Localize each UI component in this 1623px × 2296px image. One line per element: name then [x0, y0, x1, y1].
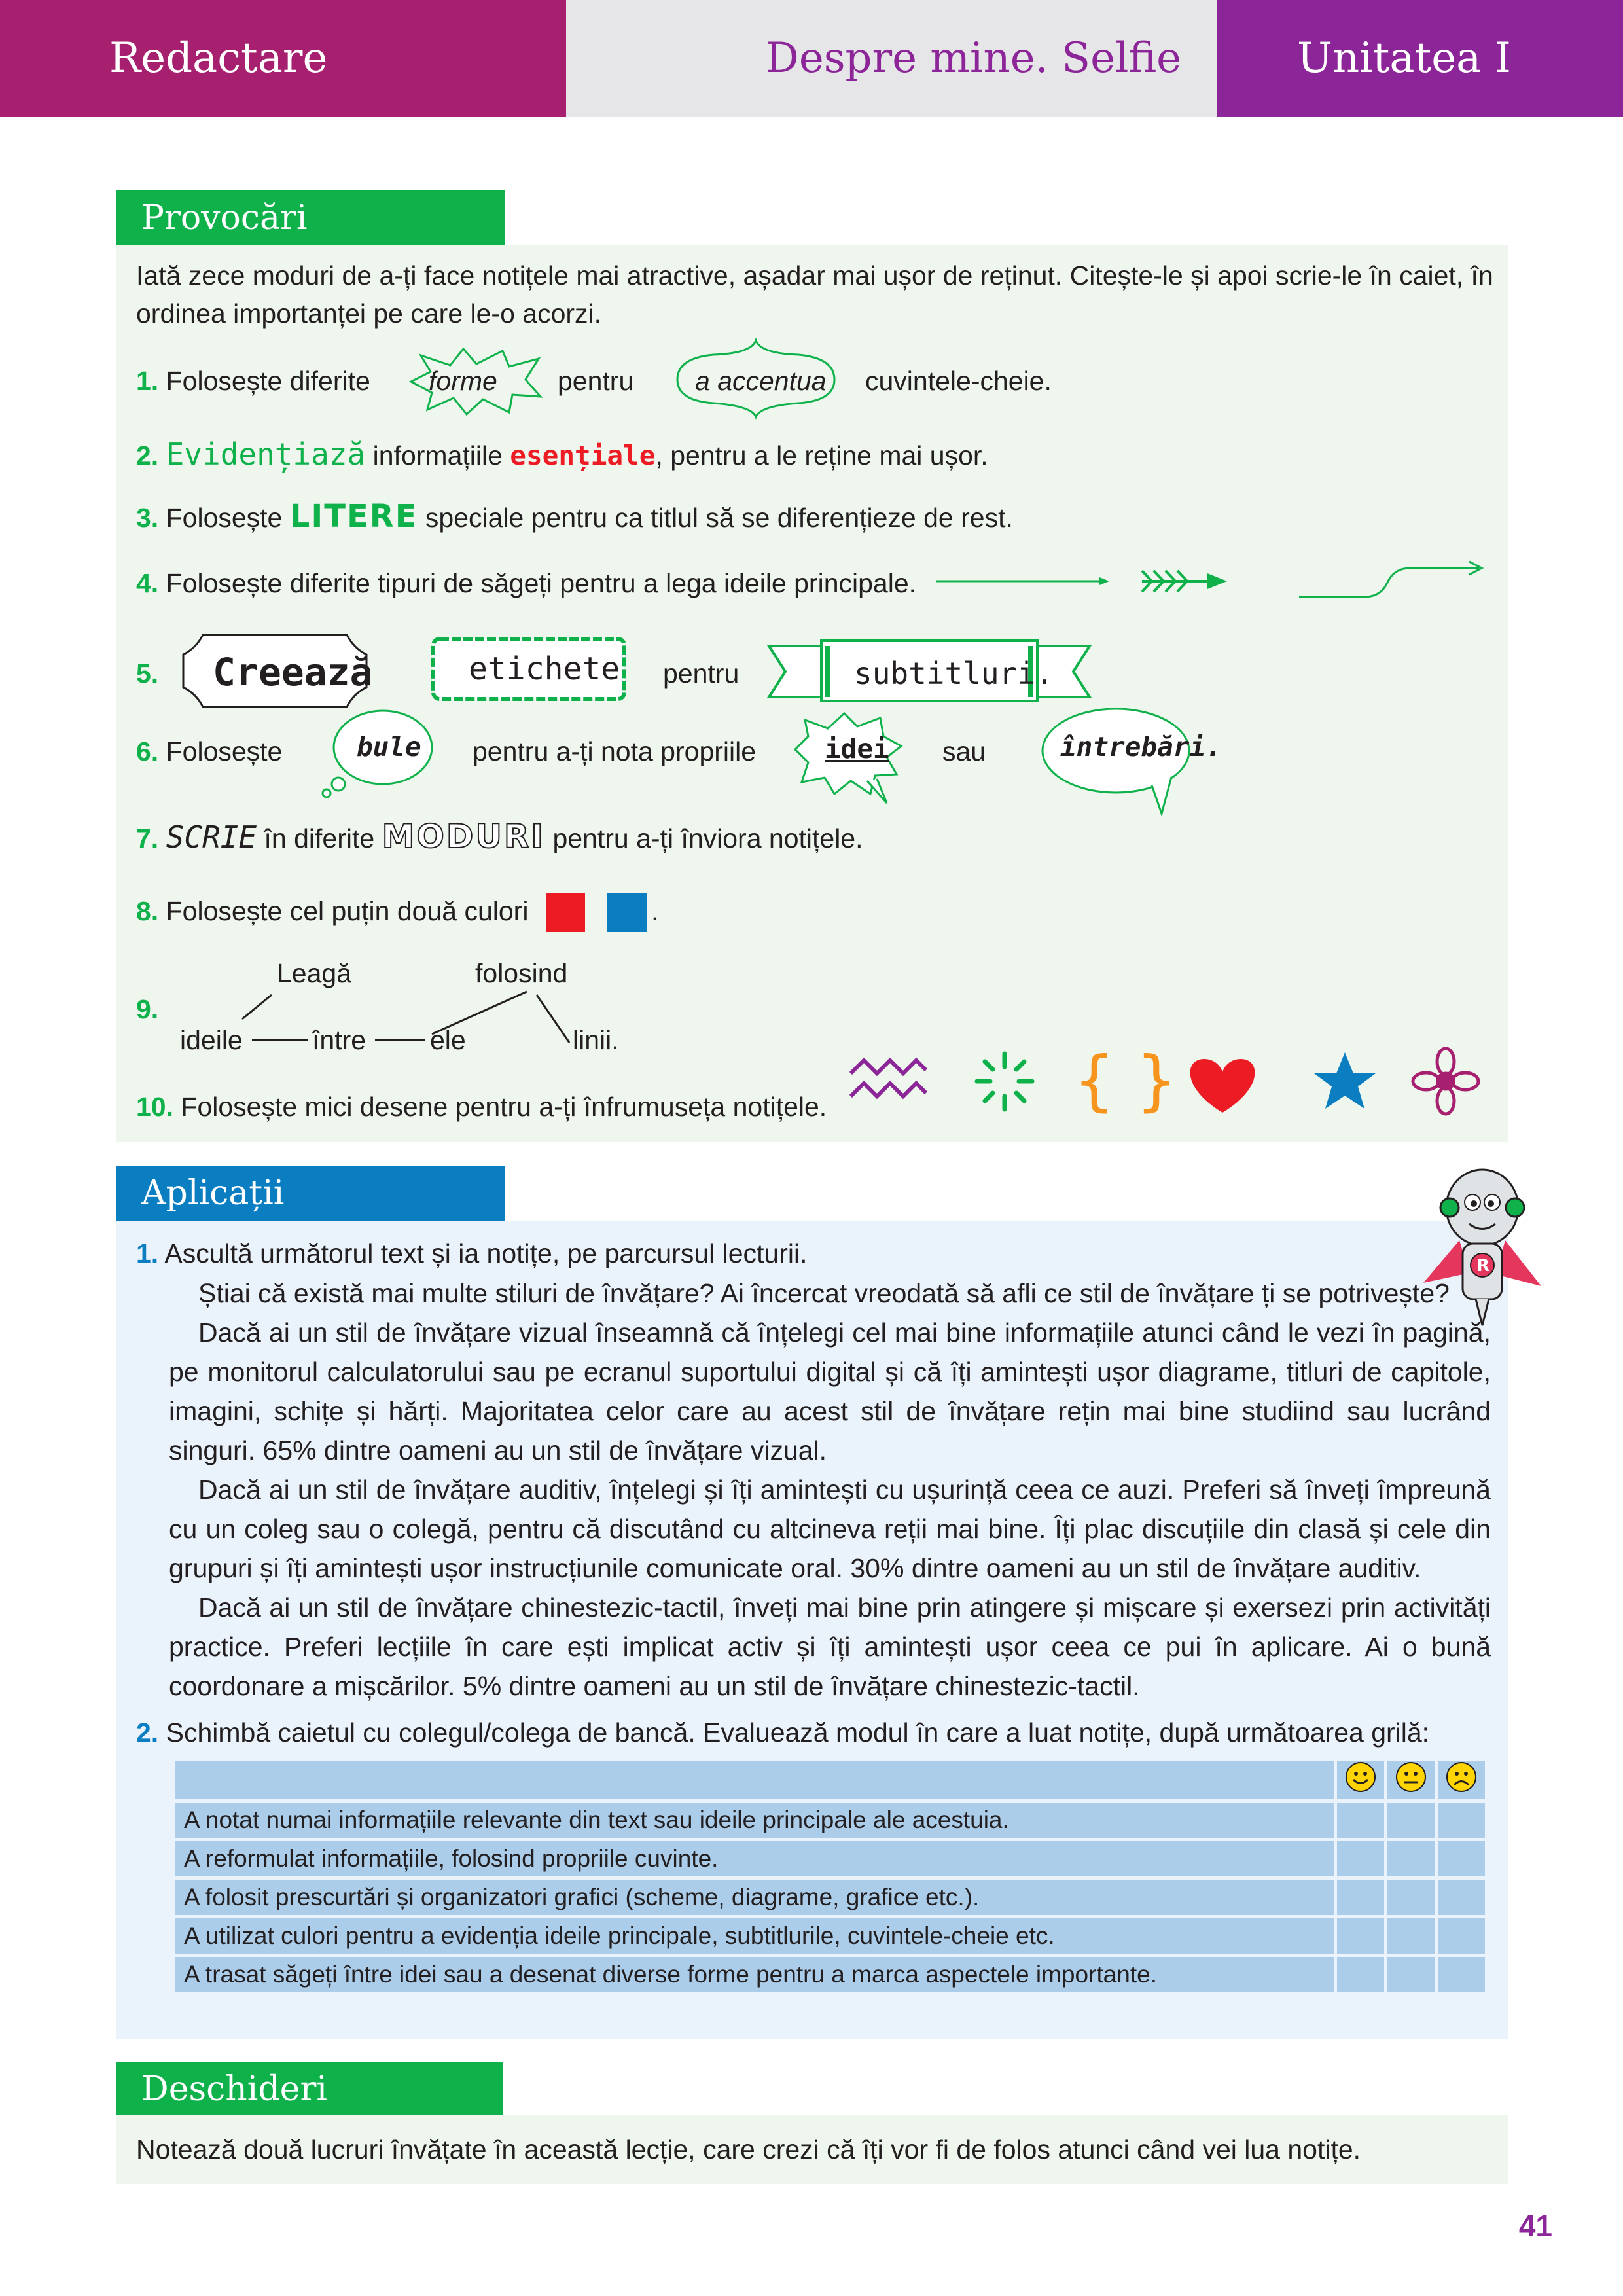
tip-text: Folosește mici desene pentru a-ți înfrumuseța notițele.	[181, 1092, 827, 1122]
grid-rating-cell[interactable]	[1337, 1880, 1384, 1915]
neutral-face-icon	[1395, 1761, 1427, 1793]
reading-paragraph: Știai că există mai multe stiluri de învățare? Ai încercat vreodată să afli ce stil de învățare ți se potrivește?	[198, 1278, 1450, 1308]
word-evidentiaza: Evidențiază	[166, 437, 366, 472]
header-section: Redactare	[0, 0, 566, 117]
grid-rating-cell[interactable]	[1438, 1918, 1485, 1954]
grid-criterion: A trasat săgeți între idei sau a desenat diverse forme pentru a marca aspectele importante.	[175, 1957, 1334, 1992]
grid-header-cell	[1387, 1761, 1435, 1799]
sad-face-icon	[1445, 1761, 1478, 1793]
word-accentua: a accentua	[695, 366, 827, 396]
tip-text: , pentru a le reține mai ușor.	[655, 440, 988, 471]
page-number: 41	[1518, 2209, 1552, 2243]
word-etichete: etichete	[469, 651, 620, 687]
grid-rating-cell[interactable]	[1438, 1803, 1485, 1838]
tip-4	[136, 567, 916, 599]
tip-text: informațiile	[372, 440, 503, 471]
tip-1	[136, 365, 370, 397]
svg-text:R: R	[1476, 1256, 1490, 1276]
word-forme: forme	[429, 366, 497, 396]
word-esentiale: esențiale	[510, 440, 656, 471]
tip9-word: linii.	[573, 1025, 619, 1055]
grid-row	[175, 1803, 1485, 1838]
tip-10	[136, 1091, 827, 1122]
grid-header-cell	[1337, 1761, 1384, 1799]
reading-paragraph: Dacă ai un stil de învățare vizual înseamnă că înțelegi cel mai bine informațiile atunci când le vezi în pagină, pe monitorul calculatorului sau pe ecranul suportului digital și că îți amintești ușor diagrame, titluri de capitole, imagini, schițe și hărți. Majoritatea celor care au acest stil de învățare rețin mai bine studiind sau lucrând singuri. 65% dintre oameni au un stil de învățare vizual.	[169, 1318, 1491, 1465]
heart-icon	[1190, 1059, 1255, 1113]
red-color-swatch	[546, 893, 585, 932]
word-scrie: SCRIE	[166, 819, 257, 855]
word-subtitluri: subtitluri.	[854, 656, 1054, 691]
grid-row	[175, 1918, 1485, 1954]
intro-line-2: ordinea importanței pe care le-o acorzi.	[136, 298, 602, 329]
grid-rating-cell[interactable]	[1438, 1841, 1485, 1876]
tip-7	[136, 817, 863, 855]
grid-criterion: A utilizat culori pentru a evidenția ideile principale, subtitlurile, cuvintele-cheie etc.	[175, 1918, 1334, 1954]
grid-rating-cell[interactable]	[1438, 1957, 1485, 1992]
section-label-deschideri: Deschideri	[116, 2062, 503, 2117]
section-label-provocari: Provocări	[116, 190, 505, 245]
grid-criterion: A folosit prescurtări și organizatori grafici (scheme, diagrame, grafice etc.).	[175, 1880, 1334, 1915]
tip-text: cuvintele-cheie.	[865, 366, 1052, 396]
question-number: 2.	[136, 1717, 159, 1748]
tip-text: pentru a-ți nota propriile	[473, 736, 757, 766]
grid-rating-cell[interactable]	[1438, 1880, 1485, 1915]
grid-rating-cell[interactable]	[1337, 1957, 1384, 1992]
tip-text: în diferite	[264, 823, 375, 853]
grid-row	[175, 1841, 1485, 1876]
word-moduri: MODURI	[382, 817, 546, 855]
tip-text: Folosește diferite	[166, 366, 370, 396]
arrows-icon	[936, 556, 1486, 602]
deschideri-text: Notează două lucruri învățate în această lecție, care crezi că îți vor fi de folos atunci când vei lua notițe.	[136, 2134, 1361, 2164]
tip-3	[136, 498, 1013, 535]
grid-rating-cell[interactable]	[1387, 1841, 1435, 1876]
reading-paragraph: Dacă ai un stil de învățare auditiv, înțelegi și îți amintești cu ușurință ceea ce auzi. Preferi să înveți împreună cu un coleg sau o colegă, pentru că discutând cu altcineva reții mai bine. Îți plac discuțiile din clasă și cele din grupuri și îți amintești ușor instrucțiunile comunicate oral. 30% dintre oameni au un stil de învățare auditiv.	[169, 1475, 1491, 1583]
grid-rating-cell[interactable]	[1387, 1957, 1435, 1992]
word-bule: bule	[357, 731, 421, 762]
grid-criterion: A reformulat informațiile, folosind propriile cuvinte.	[175, 1841, 1334, 1876]
word-creeaza: Creează	[213, 650, 373, 694]
decorative-doodles	[847, 1047, 1492, 1119]
grid-rating-cell[interactable]	[1387, 1880, 1435, 1915]
grid-row	[175, 1880, 1485, 1915]
grid-rating-cell[interactable]	[1387, 1918, 1435, 1954]
tip-number: 2.	[136, 440, 159, 471]
tip-number: 1.	[136, 366, 159, 396]
question-text: Ascultă următorul text și ia notițe, pe parcursul lecturii.	[164, 1238, 808, 1268]
tip-6	[136, 736, 282, 767]
intro-line-1: Iată zece moduri de a-ți face notițele mai atractive, așadar mai ușor de reținut. Citește-le și apoi scrie-le în caiet, în	[136, 260, 1493, 291]
tip-number: 3.	[136, 503, 159, 533]
tip9-word: Leagă	[277, 958, 352, 988]
tip-number: 7.	[136, 823, 159, 853]
happy-face-icon	[1344, 1761, 1377, 1793]
tip-text: speciale pentru ca titlul să se diferențieze de rest.	[425, 503, 1013, 533]
tip9-word: între	[312, 1025, 366, 1055]
header-unit: Unitatea I	[1217, 0, 1623, 117]
tip9-word: folosind	[475, 958, 568, 988]
connector-lines	[236, 985, 576, 1050]
grid-criterion: A notat numai informațiile relevante din text sau ideile principale ale acestuia.	[175, 1803, 1334, 1838]
reading-paragraph: Dacă ai un stil de învățare chinestezic-tactil, înveți mai bine prin atingere și mișcare și exersezi prin activități practice. Preferi lecțiile în care ești implicat activ și îți amintești ușor ceea ce pui în aplicare. Ai o bună coordonare a mișcărilor. 5% dintre oameni au un stil de învățare chinestezic-tactil.	[169, 1592, 1491, 1701]
grid-rating-cell[interactable]	[1337, 1841, 1384, 1876]
grid-rating-cell[interactable]	[1337, 1918, 1384, 1954]
braces-icon: { }	[1073, 1047, 1178, 1119]
sparkle-icon	[977, 1054, 1032, 1109]
question-2	[136, 1717, 1429, 1748]
question-number: 1.	[136, 1238, 159, 1268]
flower-icon	[1413, 1049, 1478, 1114]
tip-number: 8.	[136, 896, 159, 926]
tip9-word: ideile	[180, 1025, 243, 1055]
word-intrebari: întrebări.	[1060, 731, 1222, 762]
grid-header-cell	[1438, 1761, 1485, 1799]
tip-text: pentru	[663, 658, 740, 689]
tip-text: Folosește cel puțin două culori	[166, 896, 529, 926]
tip-text: pentru	[558, 366, 634, 396]
evaluation-grid	[171, 1757, 1488, 1996]
tip-text: .	[651, 896, 659, 926]
zigzag-icon	[851, 1060, 926, 1096]
tip-2	[136, 439, 988, 471]
tip-8	[136, 895, 528, 927]
grid-rating-cell[interactable]	[1387, 1803, 1435, 1838]
tip-number: 4.	[136, 568, 159, 598]
grid-row	[175, 1957, 1485, 1992]
tip-text: Folosește	[166, 503, 283, 533]
word-idei: idei	[825, 733, 889, 764]
grid-header-row	[175, 1761, 1485, 1799]
grid-header-cell	[175, 1761, 1334, 1799]
star-icon	[1314, 1052, 1376, 1109]
header-lesson-title: Despre mine. Selfie	[566, 0, 1217, 117]
blue-color-swatch	[607, 893, 647, 932]
word-litere: LITERE	[289, 498, 418, 535]
grid-rating-cell[interactable]	[1337, 1803, 1384, 1838]
tip-number: 6.	[136, 736, 159, 766]
tip-text: Folosește	[166, 736, 283, 766]
tip-text: sau	[942, 736, 986, 766]
reading-text	[169, 1274, 1491, 1706]
section-label-aplicatii: Aplicații	[116, 1166, 505, 1221]
tip-text: pentru a-ți înviora notițele.	[552, 823, 863, 853]
tip-number: 5.	[136, 658, 159, 689]
question-text: Schimbă caietul cu colegul/colega de bancă. Evaluează modul în care a luat notițe, după următoarea grilă:	[166, 1717, 1430, 1748]
tip9-word: ele	[430, 1025, 466, 1055]
tip-text: Folosește diferite tipuri de săgeți pentru a lega ideile principale.	[166, 568, 917, 598]
tip-number: 9.	[136, 994, 159, 1024]
tip-number: 10.	[136, 1092, 173, 1122]
question-1	[136, 1238, 807, 1269]
